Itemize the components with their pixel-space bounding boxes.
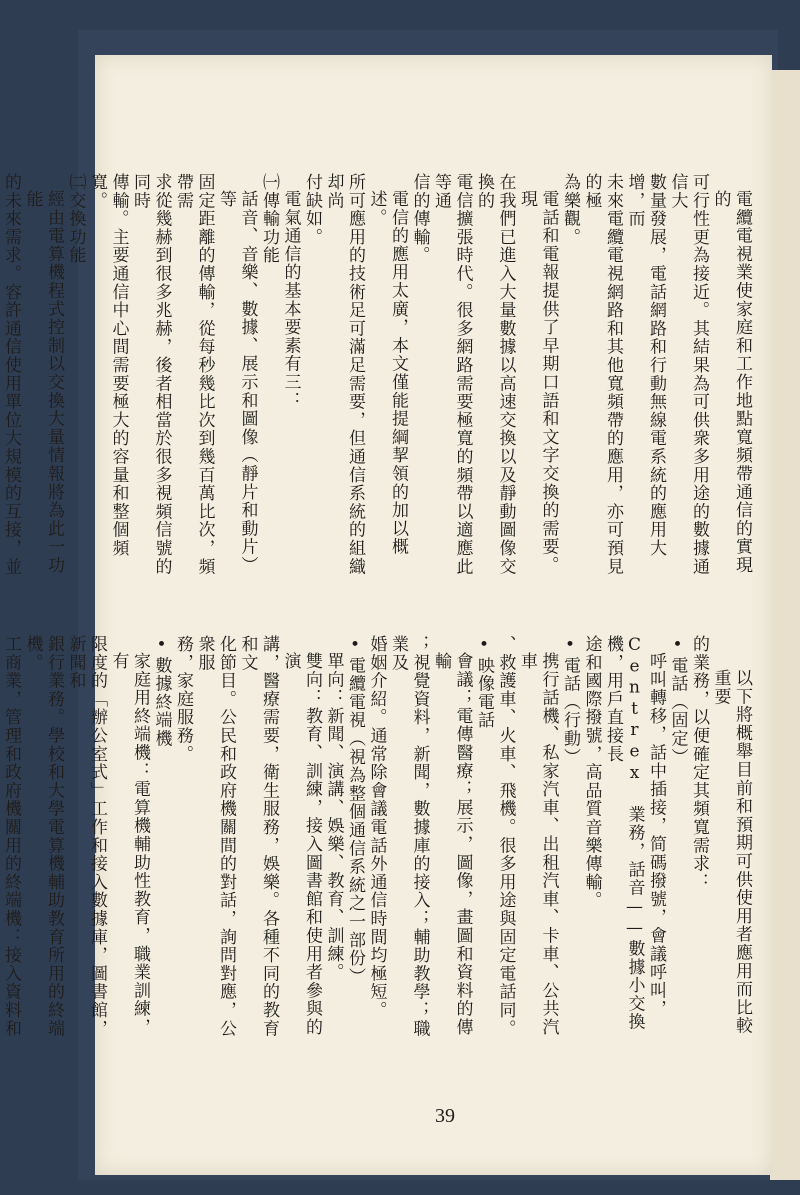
text-line: 呼叫轉移，話中插接，简碼撥號，會議呼叫， xyxy=(646,652,666,1018)
page-number: 39 xyxy=(435,1105,455,1127)
text-line: •映像電話 xyxy=(474,635,494,730)
top-text-column xyxy=(1,173,752,588)
text-line: 為樂觀。 xyxy=(560,173,580,247)
text-line: 在我們已進入大量數據以高速交換以及靜動圖像交換的 xyxy=(474,173,516,576)
text-line: 付缺如。 xyxy=(302,173,322,247)
text-line: 電信的應用太廣，本文僅能提綱挈領的加以概述。 xyxy=(366,190,408,556)
text-line: 電纜電視業使家庭和工作地點寬頻帶通信的實現的 xyxy=(710,190,752,575)
text-line: 求從幾赫到很多兆赫，後者相當於很多視頻信號的同時 xyxy=(130,173,172,576)
text-line: 以下將概舉目前和預期可供使用者應用而比較重要 xyxy=(710,669,752,1035)
text-line: 單向：新聞、演講、娛樂、教育、訓練。 xyxy=(323,652,344,982)
text-line: 話音、音樂、數據、展示和圖像（靜片和動片）等 xyxy=(216,190,258,575)
text-line: 的業務，以便確定其頻寬需求： xyxy=(689,635,709,892)
text-line: 雙向：教育、訓練，接入圖書館和使用者參與的演 xyxy=(280,652,322,1037)
text-line: 化節目。公民和政府機關間的對話，詢問對應，公衆服 xyxy=(194,635,236,1038)
text-line: 的未來需求。容許通信使用單位大規模的互接，並 xyxy=(1,173,21,576)
bottom-text-column xyxy=(1,635,752,1050)
text-line: 工商業，管理和政府機關用的終端機：接入資料和 xyxy=(1,635,21,1038)
text-line: ；視覺資料，新聞，數據庫的接入；輔助教學；職業及 xyxy=(388,635,430,1038)
text-line: 、救護車、火車、飛機。很多用途與固定電話同。 xyxy=(495,635,516,1038)
text-line: 會議；電傳醫療；展示，圖像，畫圖和資料的傳輸 xyxy=(431,652,473,1037)
text-line: 家庭用終端機：電算機輔助性教育，職業訓練，有 xyxy=(108,652,150,1037)
adjacent-page-edge xyxy=(770,70,800,1180)
text-line: 携行話機、私家汽車、出租汽車、卡車、公共汽車 xyxy=(517,652,559,1037)
text-line: 講，醫療需要，衛生服務，娛樂。各種不同的教育和文 xyxy=(237,635,279,1038)
text-line: 可行性更為接近。其結果為可供衆多用途的數據通信大 xyxy=(667,173,709,576)
text-line: •電話（行動） xyxy=(560,635,580,767)
text-line: 所可應用的技術足可滿足需要，但通信系統的組織却尚 xyxy=(323,173,365,576)
text-line: 經由電算機程式控制以交換大量情報將為此一功能 xyxy=(22,190,64,575)
text-line: ㈠傳輸功能 xyxy=(259,173,279,265)
text-line: 固定距離的傳輸，從每秒幾比次到幾百萬比次，頻帶需 xyxy=(173,173,215,576)
text-line: 婚姻介紹。通常除會議電話外通信時間均極短。 xyxy=(366,635,387,1020)
text-line: •電纜電視（視為整個通信系統之一部份） xyxy=(345,635,365,986)
text-line: Centrex 業務，話音——數據小交換機，用戶直接長 xyxy=(603,635,645,1031)
text-line: 途和國際撥號，高品質音樂傳輸。 xyxy=(581,635,602,910)
text-line: 電信擴張時代。很多網路需要極寬的頻帶以適應此等通 xyxy=(431,173,473,576)
text-line: 信的傳輸。 xyxy=(409,173,430,265)
text-line: 傳輸。主要通信中心間需要極大的容量和整個頻寬。 xyxy=(87,173,129,558)
text-line: 銀行業務。學校和大學電算機輔助教育所用的終端機。 xyxy=(22,635,64,1038)
text-line: 未來電纜電視網路和其他寬頻帶的應用，亦可預見的極 xyxy=(581,173,623,576)
text-line: 務，家庭服務。 xyxy=(173,635,193,764)
text-line: ㈡交換功能 xyxy=(65,173,86,265)
text-line: 限度的「辦公室式」工作和接入數據庫，圖書館，新聞和 xyxy=(65,635,107,1038)
text-line: 電氣通信的基本要素有三： xyxy=(280,190,301,410)
text-line: •電話（固定） xyxy=(667,635,688,767)
text-line: •數據終端機 xyxy=(151,635,172,748)
book-page xyxy=(1,55,772,1175)
text-line: 數量發展，電話網路和行動無線電系統的應用大增，而 xyxy=(624,173,666,558)
text-line: 電話和電報提供了早期口語和文字交換的需要。現 xyxy=(517,190,559,575)
